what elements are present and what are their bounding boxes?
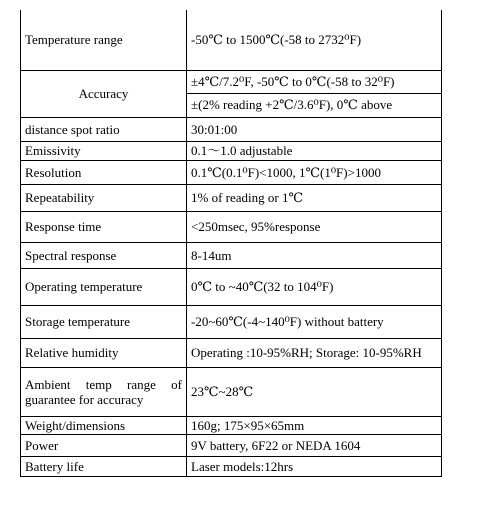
spec-label: Operating temperature — [21, 268, 187, 305]
spec-value: <250msec, 95%response — [187, 211, 442, 242]
table-row — [21, 141, 442, 160]
specification-table — [20, 10, 442, 477]
spec-label: Weight/dimensions — [21, 416, 187, 434]
spec-value: -20~60℃(-4~140⁰F) without battery — [187, 305, 442, 338]
spec-label: Storage temperature — [21, 305, 187, 338]
accuracy-line-1: ±4℃/7.2⁰F, -50℃ to 0℃(-58 to 32⁰F) — [187, 71, 441, 94]
spec-label: Ambient temp range of guarantee for accuracy — [21, 367, 187, 416]
spec-value: 23℃~28℃ — [187, 367, 442, 416]
spec-label: Battery life — [21, 456, 187, 476]
table-row — [21, 456, 442, 476]
spec-value: 0℃ to ~40℃(32 to 104⁰F) — [187, 268, 442, 305]
accuracy-line-2: ±(2% reading +2℃/3.6⁰F), 0℃ above — [191, 97, 393, 112]
table-row — [21, 416, 442, 434]
spec-label: Relative humidity — [21, 338, 187, 367]
table-row — [21, 338, 442, 367]
table-row — [21, 434, 442, 456]
spec-value: 160g; 175×95×65mm — [187, 416, 442, 434]
spec-label: Response time — [21, 211, 187, 242]
spec-value — [187, 70, 442, 117]
table-row — [21, 305, 442, 338]
table-row — [21, 367, 442, 416]
spec-value: Operating :10-95%RH; Storage: 10-95%RH — [187, 338, 442, 367]
spec-label: distance spot ratio — [21, 117, 187, 141]
spec-value: 0.1℃(0.1⁰F)<1000, 1℃(1⁰F)>1000 — [187, 160, 442, 184]
table-row — [21, 70, 442, 117]
table-row — [21, 160, 442, 184]
table-row — [21, 117, 442, 141]
table-row — [21, 211, 442, 242]
spec-label: Repeatability — [21, 184, 187, 211]
spec-label: Temperature range — [21, 10, 187, 70]
table-row — [21, 10, 442, 70]
spec-label: Power — [21, 434, 187, 456]
spec-value: -50℃ to 1500℃(-58 to 2732⁰F) — [187, 10, 442, 70]
spec-label: Emissivity — [21, 141, 187, 160]
spec-value: 30:01:00 — [187, 117, 442, 141]
spec-label: Resolution — [21, 160, 187, 184]
spec-label: Accuracy — [21, 70, 187, 117]
table-row — [21, 184, 442, 211]
table-row — [21, 268, 442, 305]
spec-value: Laser models:12hrs — [187, 456, 442, 476]
spec-value: 1% of reading or 1℃ — [187, 184, 442, 211]
spec-value: 0.1～1.0 adjustable — [187, 141, 442, 160]
spec-value: 8-14um — [187, 242, 442, 268]
spec-value: 9V battery, 6F22 or NEDA 1604 — [187, 434, 442, 456]
spec-label: Spectral response — [21, 242, 187, 268]
table-row — [21, 242, 442, 268]
